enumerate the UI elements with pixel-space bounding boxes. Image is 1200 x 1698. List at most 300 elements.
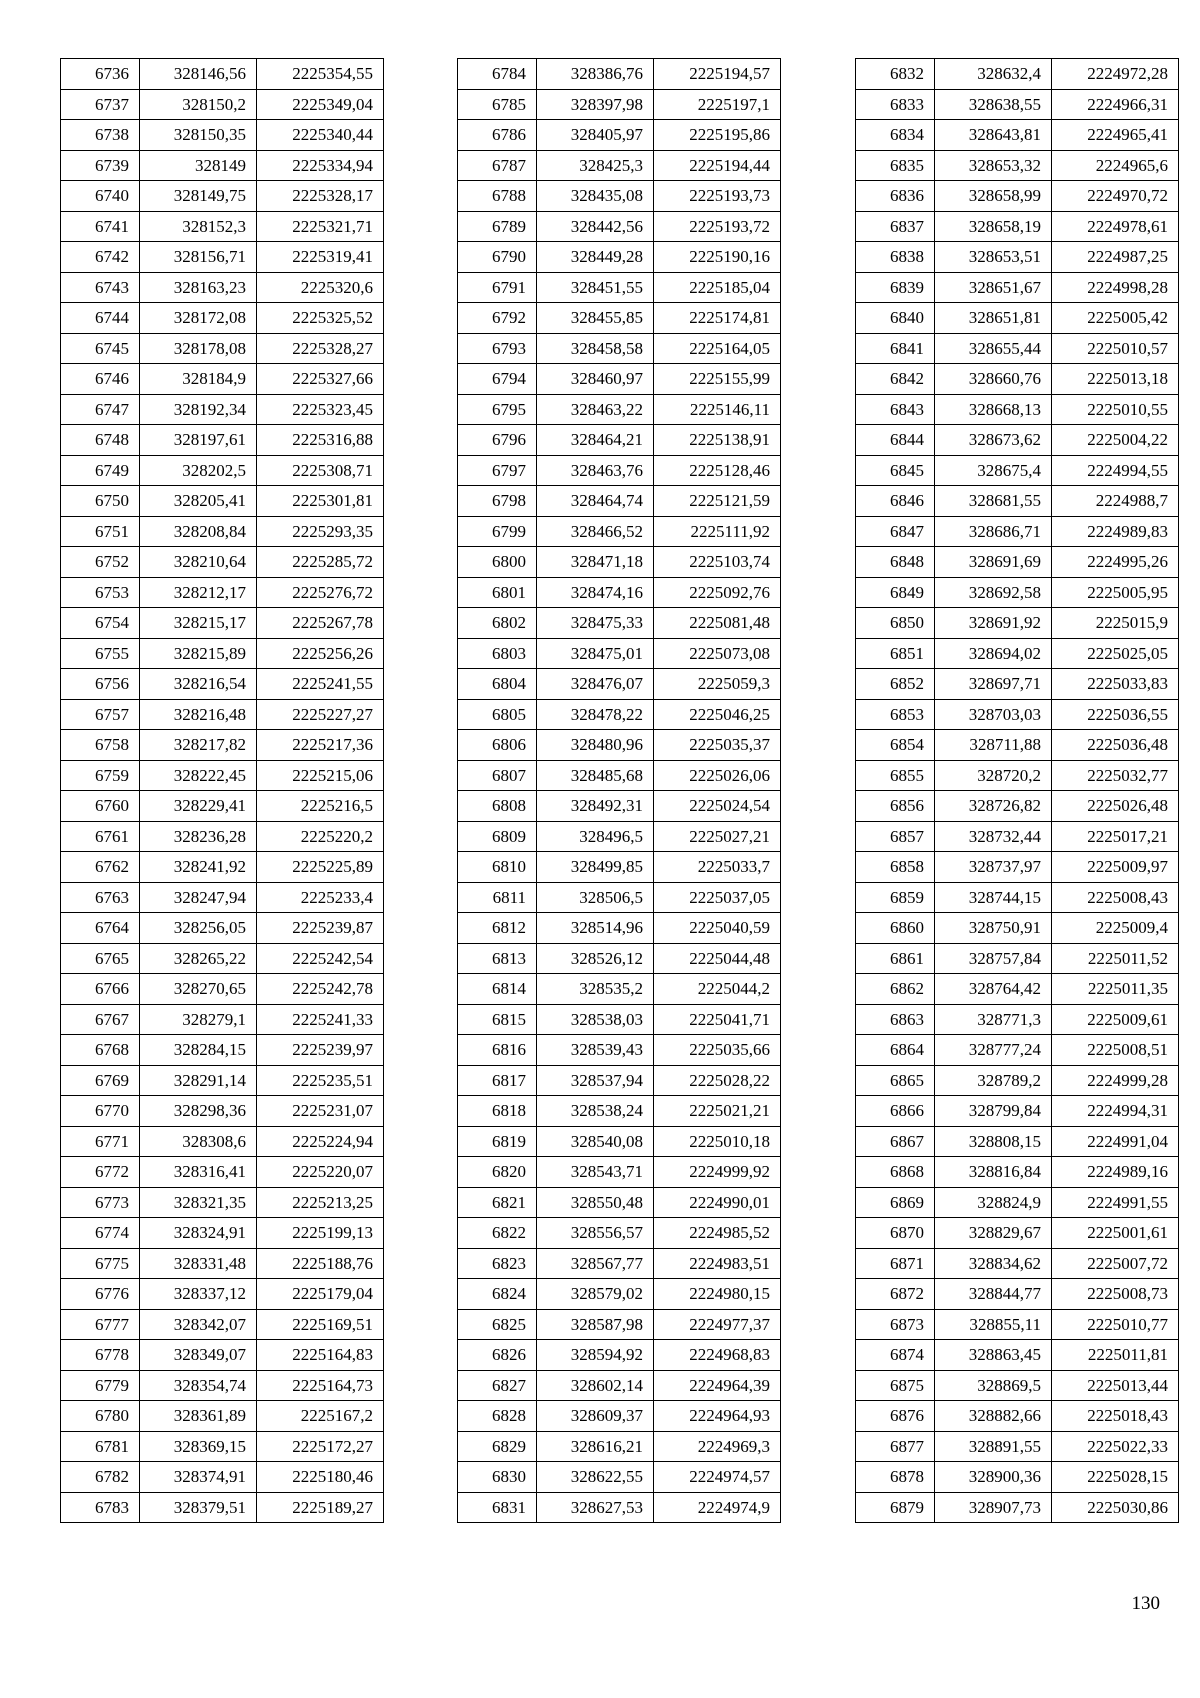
y-coordinate-cell: 2225308,71	[257, 455, 384, 486]
point-number-cell: 6850	[856, 608, 935, 639]
table-row	[61, 1187, 384, 1218]
table-row	[61, 974, 384, 1005]
y-coordinate-cell: 2225033,7	[654, 852, 781, 883]
point-number-cell: 6806	[458, 730, 537, 761]
table-row	[856, 150, 1179, 181]
point-number-cell: 6748	[61, 425, 140, 456]
table-row	[458, 1492, 781, 1523]
table-row	[856, 1309, 1179, 1340]
y-coordinate-cell: 2225010,18	[654, 1126, 781, 1157]
y-coordinate-cell: 2224965,6	[1052, 150, 1179, 181]
y-coordinate-cell: 2225025,05	[1052, 638, 1179, 669]
y-coordinate-cell: 2225040,59	[654, 913, 781, 944]
x-coordinate-cell: 328405,97	[537, 120, 654, 151]
point-number-cell: 6870	[856, 1218, 935, 1249]
y-coordinate-cell: 2225138,91	[654, 425, 781, 456]
point-number-cell: 6784	[458, 59, 537, 90]
point-number-cell: 6809	[458, 821, 537, 852]
point-number-cell: 6772	[61, 1157, 140, 1188]
point-number-cell: 6797	[458, 455, 537, 486]
table-row	[856, 821, 1179, 852]
table-row	[856, 1065, 1179, 1096]
point-number-cell: 6779	[61, 1370, 140, 1401]
y-coordinate-cell: 2224970,72	[1052, 181, 1179, 212]
y-coordinate-cell: 2225011,35	[1052, 974, 1179, 1005]
y-coordinate-cell: 2225010,77	[1052, 1309, 1179, 1340]
point-number-cell: 6862	[856, 974, 935, 1005]
table-row	[856, 547, 1179, 578]
y-coordinate-cell: 2225185,04	[654, 272, 781, 303]
table-row	[856, 272, 1179, 303]
y-coordinate-cell: 2224964,39	[654, 1370, 781, 1401]
y-coordinate-cell: 2225011,81	[1052, 1340, 1179, 1371]
point-number-cell: 6739	[61, 150, 140, 181]
y-coordinate-cell: 2225001,61	[1052, 1218, 1179, 1249]
x-coordinate-cell: 328354,74	[140, 1370, 257, 1401]
point-number-cell: 6874	[856, 1340, 935, 1371]
y-coordinate-cell: 2225224,94	[257, 1126, 384, 1157]
y-coordinate-cell: 2224965,41	[1052, 120, 1179, 151]
point-number-cell: 6836	[856, 181, 935, 212]
table-row	[61, 1157, 384, 1188]
x-coordinate-cell: 328829,67	[935, 1218, 1052, 1249]
y-coordinate-cell: 2225059,3	[654, 669, 781, 700]
point-number-cell: 6829	[458, 1431, 537, 1462]
point-number-cell: 6778	[61, 1340, 140, 1371]
x-coordinate-cell: 328651,67	[935, 272, 1052, 303]
table-row	[458, 150, 781, 181]
point-number-cell: 6869	[856, 1187, 935, 1218]
table-row	[856, 1126, 1179, 1157]
y-coordinate-cell: 2225021,21	[654, 1096, 781, 1127]
table-row	[61, 1340, 384, 1371]
table-row	[61, 943, 384, 974]
point-number-cell: 6848	[856, 547, 935, 578]
point-number-cell: 6790	[458, 242, 537, 273]
y-coordinate-cell: 2225030,86	[1052, 1492, 1179, 1523]
x-coordinate-cell: 328543,71	[537, 1157, 654, 1188]
point-number-cell: 6844	[856, 425, 935, 456]
point-number-cell: 6799	[458, 516, 537, 547]
x-coordinate-cell: 328540,08	[537, 1126, 654, 1157]
y-coordinate-cell: 2225103,74	[654, 547, 781, 578]
table-row	[856, 1218, 1179, 1249]
y-coordinate-cell: 2225007,72	[1052, 1248, 1179, 1279]
point-number-cell: 6817	[458, 1065, 537, 1096]
y-coordinate-cell: 2225169,51	[257, 1309, 384, 1340]
point-number-cell: 6744	[61, 303, 140, 334]
x-coordinate-cell: 328653,51	[935, 242, 1052, 273]
x-coordinate-cell: 328463,76	[537, 455, 654, 486]
table-row	[458, 303, 781, 334]
table-row	[856, 59, 1179, 90]
point-number-cell: 6754	[61, 608, 140, 639]
x-coordinate-cell: 328764,42	[935, 974, 1052, 1005]
x-coordinate-cell: 328156,71	[140, 242, 257, 273]
point-number-cell: 6803	[458, 638, 537, 669]
point-number-cell: 6827	[458, 1370, 537, 1401]
y-coordinate-cell: 2225035,66	[654, 1035, 781, 1066]
point-number-cell: 6785	[458, 89, 537, 120]
table-row	[458, 1248, 781, 1279]
point-number-cell: 6855	[856, 760, 935, 791]
y-coordinate-cell: 2225028,22	[654, 1065, 781, 1096]
table-row	[61, 1126, 384, 1157]
table-row	[61, 425, 384, 456]
point-number-cell: 6766	[61, 974, 140, 1005]
table-row	[458, 1431, 781, 1462]
x-coordinate-cell: 328236,28	[140, 821, 257, 852]
x-coordinate-cell: 328324,91	[140, 1218, 257, 1249]
point-number-cell: 6842	[856, 364, 935, 395]
point-number-cell: 6833	[856, 89, 935, 120]
point-number-cell: 6807	[458, 760, 537, 791]
table-row	[458, 59, 781, 90]
x-coordinate-cell: 328425,3	[537, 150, 654, 181]
x-coordinate-cell: 328499,85	[537, 852, 654, 883]
point-number-cell: 6865	[856, 1065, 935, 1096]
x-coordinate-cell: 328496,5	[537, 821, 654, 852]
x-coordinate-cell: 328692,58	[935, 577, 1052, 608]
y-coordinate-cell: 2225174,81	[654, 303, 781, 334]
table-row	[856, 394, 1179, 425]
y-coordinate-cell: 2224983,51	[654, 1248, 781, 1279]
x-coordinate-cell: 328660,76	[935, 364, 1052, 395]
x-coordinate-cell: 328337,12	[140, 1279, 257, 1310]
point-number-cell: 6813	[458, 943, 537, 974]
y-coordinate-cell: 2225321,71	[257, 211, 384, 242]
x-coordinate-cell: 328686,71	[935, 516, 1052, 547]
y-coordinate-cell: 2225022,33	[1052, 1431, 1179, 1462]
y-coordinate-cell: 2225301,81	[257, 486, 384, 517]
point-number-cell: 6737	[61, 89, 140, 120]
point-number-cell: 6860	[856, 913, 935, 944]
table-row	[458, 211, 781, 242]
point-number-cell: 6741	[61, 211, 140, 242]
point-number-cell: 6812	[458, 913, 537, 944]
x-coordinate-cell: 328602,14	[537, 1370, 654, 1401]
table-row	[856, 516, 1179, 547]
table-row	[458, 669, 781, 700]
x-coordinate-cell: 328799,84	[935, 1096, 1052, 1127]
x-coordinate-cell: 328632,4	[935, 59, 1052, 90]
point-number-cell: 6761	[61, 821, 140, 852]
table-row	[856, 1462, 1179, 1493]
y-coordinate-cell: 2225167,2	[257, 1401, 384, 1432]
table-row	[61, 1401, 384, 1432]
table-row	[458, 577, 781, 608]
y-coordinate-cell: 2225009,4	[1052, 913, 1179, 944]
point-number-cell: 6782	[61, 1462, 140, 1493]
point-number-cell: 6864	[856, 1035, 935, 1066]
table-row	[856, 669, 1179, 700]
y-coordinate-cell: 2225293,35	[257, 516, 384, 547]
x-coordinate-cell: 328538,24	[537, 1096, 654, 1127]
point-number-cell: 6777	[61, 1309, 140, 1340]
point-number-cell: 6847	[856, 516, 935, 547]
x-coordinate-cell: 328217,82	[140, 730, 257, 761]
y-coordinate-cell: 2225008,51	[1052, 1035, 1179, 1066]
y-coordinate-cell: 2225008,73	[1052, 1279, 1179, 1310]
table-row	[458, 821, 781, 852]
table-row	[458, 547, 781, 578]
point-number-cell: 6800	[458, 547, 537, 578]
x-coordinate-cell: 328435,08	[537, 181, 654, 212]
y-coordinate-cell: 2224999,92	[654, 1157, 781, 1188]
table-row	[856, 89, 1179, 120]
table-row	[856, 760, 1179, 791]
y-coordinate-cell: 2225172,27	[257, 1431, 384, 1462]
point-number-cell: 6793	[458, 333, 537, 364]
y-coordinate-cell: 2225267,78	[257, 608, 384, 639]
y-coordinate-cell: 2224994,55	[1052, 455, 1179, 486]
x-coordinate-cell: 328808,15	[935, 1126, 1052, 1157]
x-coordinate-cell: 328474,16	[537, 577, 654, 608]
y-coordinate-cell: 2224989,16	[1052, 1157, 1179, 1188]
table-row	[856, 974, 1179, 1005]
point-number-cell: 6810	[458, 852, 537, 883]
x-coordinate-cell: 328442,56	[537, 211, 654, 242]
y-coordinate-cell: 2225009,61	[1052, 1004, 1179, 1035]
x-coordinate-cell: 328538,03	[537, 1004, 654, 1035]
x-coordinate-cell: 328216,54	[140, 669, 257, 700]
point-number-cell: 6816	[458, 1035, 537, 1066]
x-coordinate-cell: 328907,73	[935, 1492, 1052, 1523]
x-coordinate-cell: 328451,55	[537, 272, 654, 303]
point-number-cell: 6757	[61, 699, 140, 730]
point-number-cell: 6814	[458, 974, 537, 1005]
x-coordinate-cell: 328212,17	[140, 577, 257, 608]
point-number-cell: 6759	[61, 760, 140, 791]
table-row	[61, 272, 384, 303]
point-number-cell: 6837	[856, 211, 935, 242]
y-coordinate-cell: 2225188,76	[257, 1248, 384, 1279]
point-number-cell: 6877	[856, 1431, 935, 1462]
x-coordinate-cell: 328653,32	[935, 150, 1052, 181]
y-coordinate-cell: 2225015,9	[1052, 608, 1179, 639]
x-coordinate-cell: 328386,76	[537, 59, 654, 90]
y-coordinate-cell: 2225189,27	[257, 1492, 384, 1523]
x-coordinate-cell: 328463,22	[537, 394, 654, 425]
table-row	[458, 1370, 781, 1401]
point-number-cell: 6792	[458, 303, 537, 334]
point-number-cell: 6832	[856, 59, 935, 90]
x-coordinate-cell: 328321,35	[140, 1187, 257, 1218]
point-number-cell: 6736	[61, 59, 140, 90]
y-coordinate-cell: 2225027,21	[654, 821, 781, 852]
point-number-cell: 6867	[856, 1126, 935, 1157]
y-coordinate-cell: 2225227,27	[257, 699, 384, 730]
x-coordinate-cell: 328163,23	[140, 272, 257, 303]
table-row	[61, 1431, 384, 1462]
y-coordinate-cell: 2224989,83	[1052, 516, 1179, 547]
y-coordinate-cell: 2225323,45	[257, 394, 384, 425]
y-coordinate-cell: 2225010,57	[1052, 333, 1179, 364]
table-row	[458, 1279, 781, 1310]
y-coordinate-cell: 2225036,55	[1052, 699, 1179, 730]
y-coordinate-cell: 2225017,21	[1052, 821, 1179, 852]
x-coordinate-cell: 328824,9	[935, 1187, 1052, 1218]
table-row	[856, 699, 1179, 730]
x-coordinate-cell: 328869,5	[935, 1370, 1052, 1401]
table-row	[61, 486, 384, 517]
point-number-cell: 6794	[458, 364, 537, 395]
table-row	[458, 1340, 781, 1371]
point-number-cell: 6872	[856, 1279, 935, 1310]
point-number-cell: 6815	[458, 1004, 537, 1035]
y-coordinate-cell: 2224978,61	[1052, 211, 1179, 242]
x-coordinate-cell: 328475,33	[537, 608, 654, 639]
x-coordinate-cell: 328691,69	[935, 547, 1052, 578]
table-row	[856, 364, 1179, 395]
point-number-cell: 6740	[61, 181, 140, 212]
x-coordinate-cell: 328241,92	[140, 852, 257, 883]
x-coordinate-cell: 328197,61	[140, 425, 257, 456]
x-coordinate-cell: 328567,77	[537, 1248, 654, 1279]
point-number-cell: 6825	[458, 1309, 537, 1340]
x-coordinate-cell: 328379,51	[140, 1492, 257, 1523]
table-row	[61, 1248, 384, 1279]
table-row	[856, 1370, 1179, 1401]
x-coordinate-cell: 328216,48	[140, 699, 257, 730]
table-row	[458, 486, 781, 517]
table-row	[61, 242, 384, 273]
table-row	[458, 516, 781, 547]
table-row	[61, 303, 384, 334]
y-coordinate-cell: 2224974,9	[654, 1492, 781, 1523]
x-coordinate-cell: 328771,3	[935, 1004, 1052, 1035]
table-row	[61, 821, 384, 852]
y-coordinate-cell: 2225349,04	[257, 89, 384, 120]
table-row	[856, 1187, 1179, 1218]
x-coordinate-cell: 328526,12	[537, 943, 654, 974]
x-coordinate-cell: 328744,15	[935, 882, 1052, 913]
x-coordinate-cell: 328298,36	[140, 1096, 257, 1127]
coordinate-table-1	[60, 58, 384, 1523]
table-row	[61, 333, 384, 364]
table-row	[61, 1309, 384, 1340]
x-coordinate-cell: 328342,07	[140, 1309, 257, 1340]
y-coordinate-cell: 2225220,2	[257, 821, 384, 852]
y-coordinate-cell: 2225026,06	[654, 760, 781, 791]
x-coordinate-cell: 328594,92	[537, 1340, 654, 1371]
point-number-cell: 6771	[61, 1126, 140, 1157]
x-coordinate-cell: 328485,68	[537, 760, 654, 791]
coordinate-table-3	[855, 58, 1179, 1523]
x-coordinate-cell: 328638,55	[935, 89, 1052, 120]
x-coordinate-cell: 328205,41	[140, 486, 257, 517]
point-number-cell: 6776	[61, 1279, 140, 1310]
table-row	[61, 669, 384, 700]
x-coordinate-cell: 328210,64	[140, 547, 257, 578]
y-coordinate-cell: 2225013,44	[1052, 1370, 1179, 1401]
table-row	[856, 608, 1179, 639]
point-number-cell: 6753	[61, 577, 140, 608]
table-row	[458, 1065, 781, 1096]
x-coordinate-cell: 328609,37	[537, 1401, 654, 1432]
point-number-cell: 6770	[61, 1096, 140, 1127]
point-number-cell: 6751	[61, 516, 140, 547]
point-number-cell: 6802	[458, 608, 537, 639]
point-number-cell: 6824	[458, 1279, 537, 1310]
point-number-cell: 6857	[856, 821, 935, 852]
point-number-cell: 6804	[458, 669, 537, 700]
y-coordinate-cell: 2224969,3	[654, 1431, 781, 1462]
table-row	[61, 1218, 384, 1249]
y-coordinate-cell: 2225035,37	[654, 730, 781, 761]
table-row	[458, 1004, 781, 1035]
point-number-cell: 6738	[61, 120, 140, 151]
table-row	[856, 242, 1179, 273]
y-coordinate-cell: 2224968,83	[654, 1340, 781, 1371]
x-coordinate-cell: 328537,94	[537, 1065, 654, 1096]
y-coordinate-cell: 2225128,46	[654, 455, 781, 486]
point-number-cell: 6858	[856, 852, 935, 883]
point-number-cell: 6853	[856, 699, 935, 730]
y-coordinate-cell: 2225179,04	[257, 1279, 384, 1310]
x-coordinate-cell: 328291,14	[140, 1065, 257, 1096]
y-coordinate-cell: 2225032,77	[1052, 760, 1179, 791]
y-coordinate-cell: 2225013,18	[1052, 364, 1179, 395]
table-row	[61, 1462, 384, 1493]
point-number-cell: 6878	[856, 1462, 935, 1493]
table-row	[61, 120, 384, 151]
point-number-cell: 6781	[61, 1431, 140, 1462]
y-coordinate-cell: 2225081,48	[654, 608, 781, 639]
table-row	[856, 455, 1179, 486]
x-coordinate-cell: 328284,15	[140, 1035, 257, 1066]
table-row	[61, 913, 384, 944]
x-coordinate-cell: 328476,07	[537, 669, 654, 700]
y-coordinate-cell: 2224972,28	[1052, 59, 1179, 90]
point-number-cell: 6830	[458, 1462, 537, 1493]
point-number-cell: 6787	[458, 150, 537, 181]
x-coordinate-cell: 328178,08	[140, 333, 257, 364]
point-number-cell: 6845	[856, 455, 935, 486]
y-coordinate-cell: 2225199,13	[257, 1218, 384, 1249]
y-coordinate-cell: 2225316,88	[257, 425, 384, 456]
x-coordinate-cell: 328579,02	[537, 1279, 654, 1310]
x-coordinate-cell: 328694,02	[935, 638, 1052, 669]
y-coordinate-cell: 2225194,44	[654, 150, 781, 181]
point-number-cell: 6821	[458, 1187, 537, 1218]
x-coordinate-cell: 328150,35	[140, 120, 257, 151]
x-coordinate-cell: 328539,43	[537, 1035, 654, 1066]
point-number-cell: 6849	[856, 577, 935, 608]
table-row	[61, 89, 384, 120]
x-coordinate-cell: 328172,08	[140, 303, 257, 334]
x-coordinate-cell: 328673,62	[935, 425, 1052, 456]
table-row	[61, 852, 384, 883]
x-coordinate-cell: 328222,45	[140, 760, 257, 791]
x-coordinate-cell: 328506,5	[537, 882, 654, 913]
point-number-cell: 6856	[856, 791, 935, 822]
x-coordinate-cell: 328215,17	[140, 608, 257, 639]
table-row	[458, 89, 781, 120]
point-number-cell: 6762	[61, 852, 140, 883]
x-coordinate-cell: 328711,88	[935, 730, 1052, 761]
y-coordinate-cell: 2225146,11	[654, 394, 781, 425]
y-coordinate-cell: 2225190,16	[654, 242, 781, 273]
point-number-cell: 6838	[856, 242, 935, 273]
y-coordinate-cell: 2224990,01	[654, 1187, 781, 1218]
y-coordinate-cell: 2225354,55	[257, 59, 384, 90]
table-row	[458, 1035, 781, 1066]
y-coordinate-cell: 2225046,25	[654, 699, 781, 730]
y-coordinate-cell: 2224994,31	[1052, 1096, 1179, 1127]
table-row	[61, 455, 384, 486]
y-coordinate-cell: 2225241,33	[257, 1004, 384, 1035]
